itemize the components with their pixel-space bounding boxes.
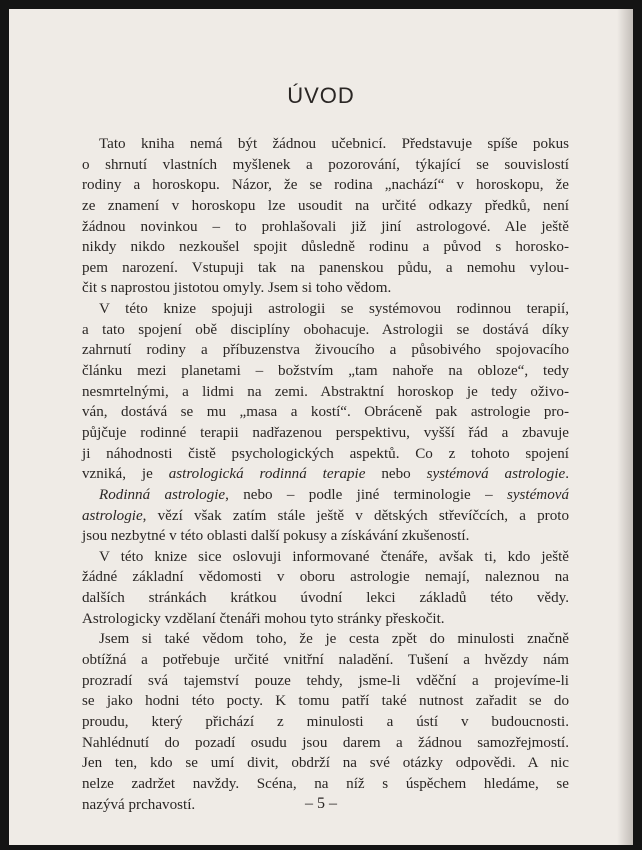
text-line	[82, 629, 569, 650]
text-run: rodiny a horoskopu. Názor, že se rodina „nachází“ v horoskopu, že	[82, 177, 569, 194]
text-run: žádnou novinkou – to prohlašovali již jiní astrologové. Ale ještě	[82, 218, 569, 235]
text-line	[82, 671, 569, 692]
italic-text: Rodinná astrologie	[99, 486, 226, 503]
text-run: článku mezi planetami – božstvím „tam nahoře na obloze“, tedy	[82, 363, 569, 380]
text-line	[82, 753, 569, 774]
italic-text: systémová	[506, 486, 569, 503]
text-run: jsou nezbytné v této oblasti další pokusy a získávání zkušeností.	[82, 528, 470, 545]
text-line	[82, 299, 569, 320]
text-line	[82, 217, 569, 238]
text-line	[82, 340, 569, 361]
text-run: obtížná a potřebuje určité vnitřní naladění. Tušení a hvězdy nám	[82, 652, 569, 669]
text-line	[82, 402, 569, 423]
text-run: nesmrtelnými, a lidmi na zemi. Abstraktní horoskop je tedy oživo-	[82, 383, 569, 400]
text-run: pem narození. Vstupuji tak na panenskou půdu, a nemohu vylou-	[82, 259, 569, 276]
text-run: nebo	[365, 466, 427, 483]
text-run: ván, dostává se mu „masa a kostí“. Obráceně pak astrologie pro-	[82, 404, 569, 421]
text-line	[82, 609, 569, 630]
text-line	[82, 464, 569, 485]
text-run: dalších stránkách krátkou úvodní lekci základů této vědy.	[82, 590, 569, 607]
text-run: Jen ten, kdo se umí divit, obdrží na své otázky odpovědi. A nic	[82, 755, 569, 772]
text-line	[82, 423, 569, 444]
text-run: V této knize spojuji astrologii se systémovou rodinnou terapií,	[99, 301, 569, 318]
text-line	[82, 567, 569, 588]
text-line	[82, 444, 569, 465]
text-line	[82, 691, 569, 712]
text-line	[82, 382, 569, 403]
text-line	[82, 712, 569, 733]
text-run: Jsem si také vědom toho, že je cesta zpět do minulosti značně	[99, 631, 569, 648]
text-run: se jako hodni této pocty. K tomu patří také nutnost zařadit se do	[82, 693, 569, 710]
italic-text: systémová astrologie	[426, 466, 566, 483]
text-run: vzniká, je	[82, 466, 169, 483]
page-number: – 5 –	[305, 795, 337, 812]
text-run: ji náhodnosti čistě psychologických aspektů. Co z tohoto spojení	[82, 445, 569, 462]
text-line	[82, 650, 569, 671]
text-run: proudu, který přichází z minulosti a ústí v budoucnosti.	[82, 713, 569, 730]
text-line	[82, 278, 569, 299]
text-line	[82, 258, 569, 279]
italic-text: astrologie	[82, 507, 143, 524]
book-page	[9, 9, 633, 845]
text-line	[82, 155, 569, 176]
text-run: , vězí však zatím stále ještě v dětských střevíčcích, a proto	[142, 507, 569, 524]
text-line	[82, 506, 569, 527]
text-line	[82, 134, 569, 155]
text-run: prozradí svá tajemství pouze tehdy, jsme-li vděční a projevíme-li	[82, 672, 569, 689]
text-run: ze znamení v horoskopu lze usoudit na určité odkazy předků, není	[82, 197, 569, 214]
text-line	[82, 774, 569, 795]
page-edge-shadow	[617, 9, 633, 845]
text-line	[82, 526, 569, 547]
text-run: čit s naprostou jistotou omyly. Jsem si toho vědom.	[82, 280, 392, 297]
text-run: půjčuje rodinné terapii nadřazenou perspektivu, vyšší řád a zbavuje	[82, 424, 569, 441]
text-line	[82, 196, 569, 217]
text-run: Nahlédnutí do pozadí osudu jsou darem a žádnou samozřejmostí.	[82, 734, 569, 751]
text-line	[82, 733, 569, 754]
text-run: žádné základní vědomosti v oboru astrologie nemají, naleznou na	[82, 569, 569, 586]
text-line	[82, 485, 569, 506]
body-text	[82, 134, 569, 815]
text-run: Astrologicky vzdělaní čtenáři mohou tyto stránky přeskočit.	[82, 610, 445, 627]
text-line	[82, 175, 569, 196]
text-run: nikdy nikdo nezkoušel spojit důsledně rodinu a původ s horosko-	[82, 239, 569, 256]
text-line	[82, 588, 569, 609]
chapter-title: ÚVOD	[287, 83, 355, 108]
text-run: V této knize sice oslovuji informované čtenáře, avšak ti, kdo ještě	[99, 548, 569, 565]
text-run: nelze zadržet navždy. Scéna, na níž s úspěchem hledáme, se	[82, 775, 569, 792]
text-run: zahrnutí rodiny a příbuzenstva živoucího a působivého spojovacího	[82, 342, 569, 359]
text-run: a tato spojení obě disciplíny obohacuje. Astrologii se dostává díky	[82, 321, 569, 338]
text-run: .	[565, 466, 569, 483]
text-line	[82, 547, 569, 568]
text-run: Tato kniha nemá být žádnou učebnicí. Představuje spíše pokus	[99, 136, 569, 152]
text-line	[82, 320, 569, 341]
italic-text: astrologická rodinná terapie	[168, 466, 366, 483]
text-line	[82, 237, 569, 258]
text-run: , nebo – podle jiné terminologie –	[225, 486, 507, 503]
text-run: nazývá prchavostí.	[82, 796, 196, 813]
text-run: o shrnutí vlastních myšlenek a pozorování, týkající se souvislostí	[82, 156, 569, 173]
text-line	[82, 361, 569, 382]
